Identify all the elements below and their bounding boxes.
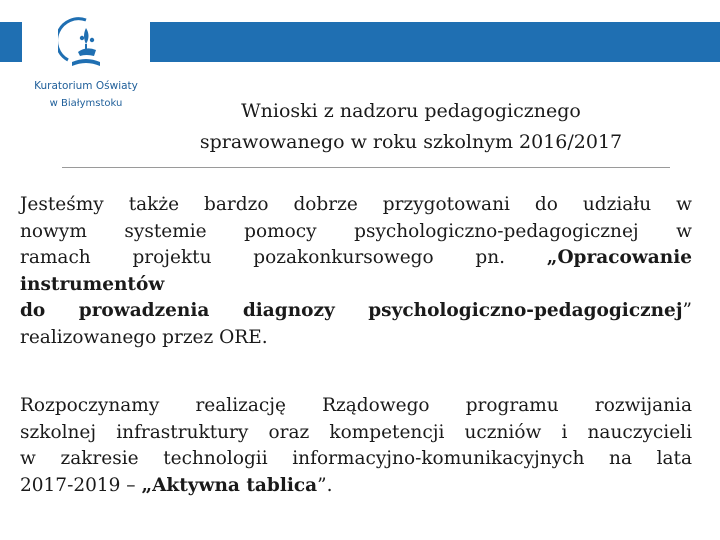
paragraph1-line6: realizowanego przez ORE.: [20, 326, 268, 348]
paragraph1-line3-text: ramach projektu pozakonkursowego pn.: [20, 247, 547, 268]
logo-text-institution: Kuratorium Oświaty: [34, 80, 138, 92]
paragraph2-line1: Rozpoczynamy realizację Rządowego programu rozwijania: [20, 395, 692, 416]
paragraph2-line2: szkolnej infrastruktury oraz kompetencji uczniów i nauczycieli: [20, 421, 692, 443]
paragraph2-line4: [20, 473, 692, 500]
paragraph-assistance-system: [20, 192, 692, 351]
project-name-cont: instrumentów: [20, 273, 165, 295]
title-divider: [62, 167, 670, 168]
paragraph1-line4: [20, 272, 692, 299]
paragraph2-line4-text: 2017-2019 –: [20, 474, 142, 496]
paragraph1-line3: [20, 245, 692, 272]
kuratorium-emblem-icon: [58, 14, 114, 76]
page-title: [152, 96, 670, 158]
paragraph1-line2: nowym systemie pomocy psychologiczno-pedagogicznej w: [20, 220, 692, 242]
project-name-start: „Opracowanie: [546, 247, 692, 268]
paragraph1-line1: Jesteśmy także bardzo dobrze przygotowani do udziału w: [20, 194, 692, 215]
title-line-1: Wnioski z nadzoru pedagogicznego: [241, 100, 581, 122]
paragraph1-line5-quote: ”: [682, 300, 692, 321]
title-line-2: sprawowanego w roku szkolnym 2016/2017: [199, 131, 623, 153]
project-name-end: do prowadzenia diagnozy psychologiczno-pedagogicznej: [20, 300, 683, 321]
paragraph2-line3: w zakresie technologii informacyjno-komunikacyjnych na lata: [20, 448, 692, 469]
logo: [22, 4, 150, 116]
paragraph2-line4-end: ”.: [317, 474, 333, 496]
program-name: „Aktywna tablica: [141, 474, 318, 496]
paragraph1-line5: [20, 298, 692, 325]
logo-text-city: w Białymstoku: [49, 98, 123, 109]
paragraph-active-board: [20, 393, 692, 499]
